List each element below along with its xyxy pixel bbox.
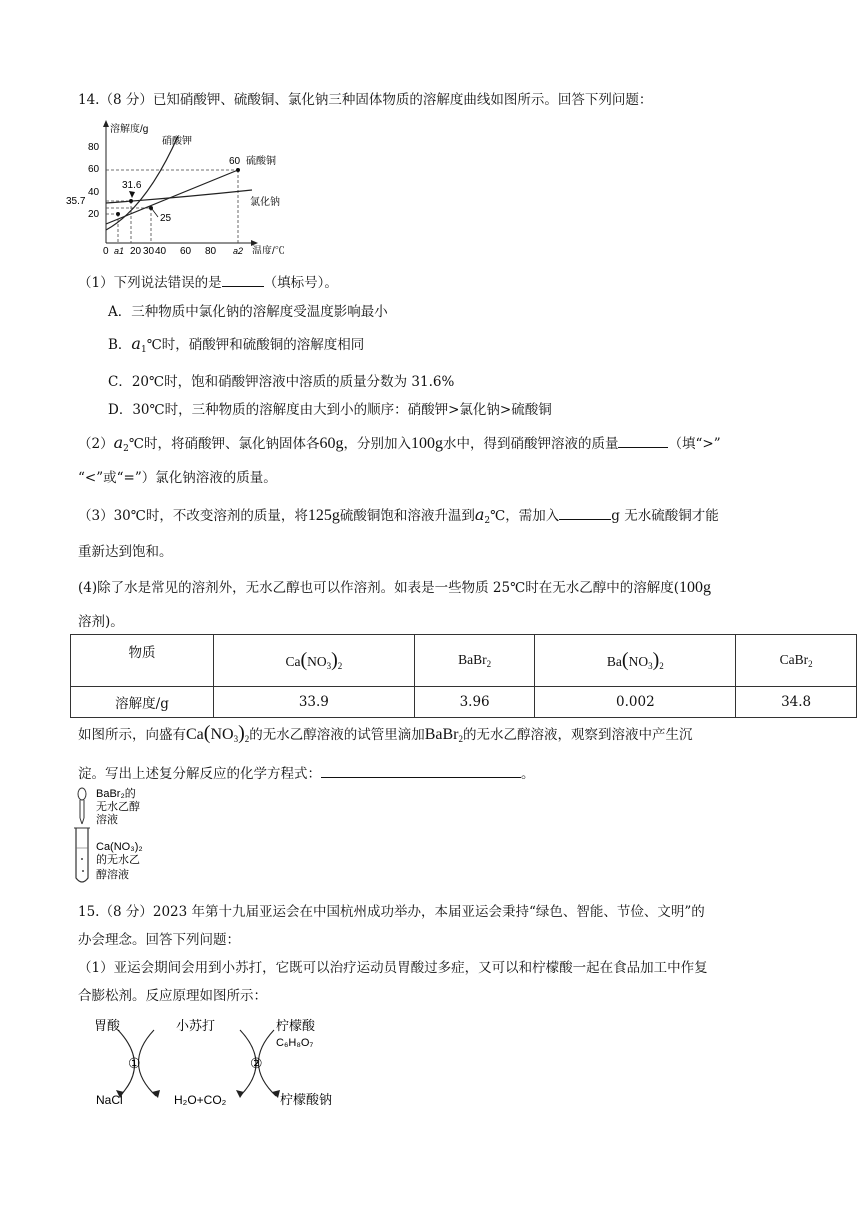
label-step1: ① [128, 1055, 141, 1071]
x-tick-40: 40 [155, 246, 167, 254]
table-row-label: 溶解度/g [71, 687, 214, 718]
label-h2o-co2: H₂O+CO₂ [174, 1093, 227, 1107]
tube-label-bot-1: Ca(NO₃)₂ [96, 841, 143, 853]
y-tick-60: 60 [88, 164, 100, 175]
value-ca-no3-2: 33.9 [214, 687, 415, 718]
q15-stem-line2: 办会理念。回答下列问题： [78, 932, 240, 948]
table-row [71, 687, 857, 718]
x-tick-a2: a2 [233, 246, 244, 254]
q14-part1-intro: （1）下列说法错误的是 （填标号）。 [78, 275, 338, 291]
label-kno3: 硝酸钾 [162, 136, 192, 147]
tube-label-top-3: 溶液 [96, 814, 118, 826]
q14-part3: （3）30℃时，不改变溶剂的质量，将125g硫酸铜饱和溶液升温到$a_2℃$，需加入 g 无水硫酸铜才能 [78, 505, 719, 526]
label-baking-soda: 小苏打 [176, 1018, 216, 1033]
label-60: 60 [229, 156, 241, 167]
label-25: 25 [160, 213, 172, 224]
option-a: A．三种物质中氯化钠的溶解度受温度影响最小 [108, 304, 388, 320]
value-babr2: 3.96 [414, 687, 535, 718]
y-tick-35-7: 35.7 [66, 196, 86, 207]
x-tick-80: 80 [205, 246, 217, 254]
label-citric-acid: 柠檬酸 [276, 1018, 316, 1033]
cell-ba-no3-2: $Ba(NO_3)_2$ [535, 635, 736, 687]
x-tick-30: 30 [143, 246, 155, 254]
q14-after-line2: 淀。写出上述复分解反应的化学方程式： 。 [78, 766, 535, 782]
tube-label-bot-3: 醇溶液 [96, 869, 129, 881]
option-b: B．$a_1℃$时，硝酸钾和硫酸铜的溶解度相同 [108, 334, 365, 355]
label-citric-formula: C₆H₈O₇ [276, 1037, 314, 1049]
tube-label-top-2: 无水乙醇 [96, 801, 140, 813]
x-tick-20: 20 [130, 246, 142, 254]
q14-after-table: 如图所示，向盛有$Ca(NO_3)_2$的无水乙醇溶液的试管里滴加BaBr$_2$的无水乙醇溶液，观察到溶液中产生沉 [78, 722, 693, 744]
q14-part2-line2: “<”或“=”）氯化钠溶液的质量。 [78, 470, 277, 486]
y-tick-80: 80 [88, 142, 100, 153]
label-cuso4: 硫酸铜 [246, 156, 276, 167]
nacl-curve [106, 190, 252, 203]
x-axis-label: 温度/℃ [252, 246, 285, 254]
label-nacl: 氯化钠 [250, 197, 280, 208]
test-tube-figure [74, 786, 174, 890]
x-tick-60: 60 [180, 246, 192, 254]
q14-stem: 14.（8 分）已知硝酸钾、硫酸铜、氯化钠三种固体物质的溶解度曲线如图所示。回答下列问题： [78, 92, 653, 108]
y-axis-label: 溶解度/g [110, 124, 149, 135]
label-stomach-acid: 胃酸 [94, 1018, 121, 1033]
q14-part4-line2: 溶剂)。 [78, 614, 124, 630]
value-cabr2: 34.8 [736, 687, 857, 718]
y-tick-20: 20 [88, 209, 100, 220]
reaction-diagram [90, 1014, 360, 1114]
tube-label-bot-2: 的无水乙 [96, 854, 140, 866]
x-tick-0: 0 [103, 246, 109, 254]
q15-stem-line1: 15.（8 分）2023 年第十九届亚运会在中国杭州成功举办，本届亚运会秉持“绿色、智能、节俭、文明”的 [78, 904, 705, 920]
option-c: C．20℃时，饱和硝酸钾溶液中溶质的质量分数为 31.6% [108, 374, 455, 390]
q15-part1-line2: 合膨松剂。反应原理如图所示： [78, 988, 267, 1004]
option-d: D．30℃时，三种物质的溶解度由大到小的顺序：硝酸钾>氯化钠>硫酸铜 [108, 402, 552, 418]
q14-part2: $(2)a_2℃$时，将硝酸钾、氯化钠固体各60g，分别加入100g水中，得到硝酸钾溶液的质量 （填“>” [78, 433, 721, 454]
cell-ca-no3-2: $Ca(NO_3)_2$ [214, 635, 415, 687]
value-ba-no3-2: 0.002 [535, 687, 736, 718]
y-tick-40: 40 [88, 187, 100, 198]
table-row [71, 635, 857, 687]
q14-part3-line2: 重新达到饱和。 [78, 544, 173, 560]
solubility-chart [66, 118, 296, 254]
cuso4-curve [106, 170, 238, 224]
q15-part1-line1: （1）亚运会期间会用到小苏打，它既可以治疗运动员胃酸过多症，又可以和柠檬酸一起在食品加工中作复 [78, 960, 708, 976]
q14-part4: (4)除了水是常见的溶剂外，无水乙醇也可以作溶剂。如表是一些物质 25℃时在无水乙醇中的溶解度(100g [78, 579, 711, 596]
label-31-6: 31.6 [122, 180, 142, 191]
solubility-table [70, 634, 857, 718]
table-header-substance: 物质 [71, 635, 214, 687]
label-nacl: NaCl [96, 1093, 123, 1107]
tube-label-top-1: BaBr₂的 [96, 788, 136, 800]
x-tick-a1: a1 [114, 246, 125, 254]
cell-cabr2: CaBr$_2$ [736, 635, 857, 687]
label-step2: ② [250, 1055, 263, 1071]
label-sodium-citrate: 柠檬酸钠 [280, 1092, 333, 1107]
cell-babr2: BaBr$_2$ [414, 635, 535, 687]
